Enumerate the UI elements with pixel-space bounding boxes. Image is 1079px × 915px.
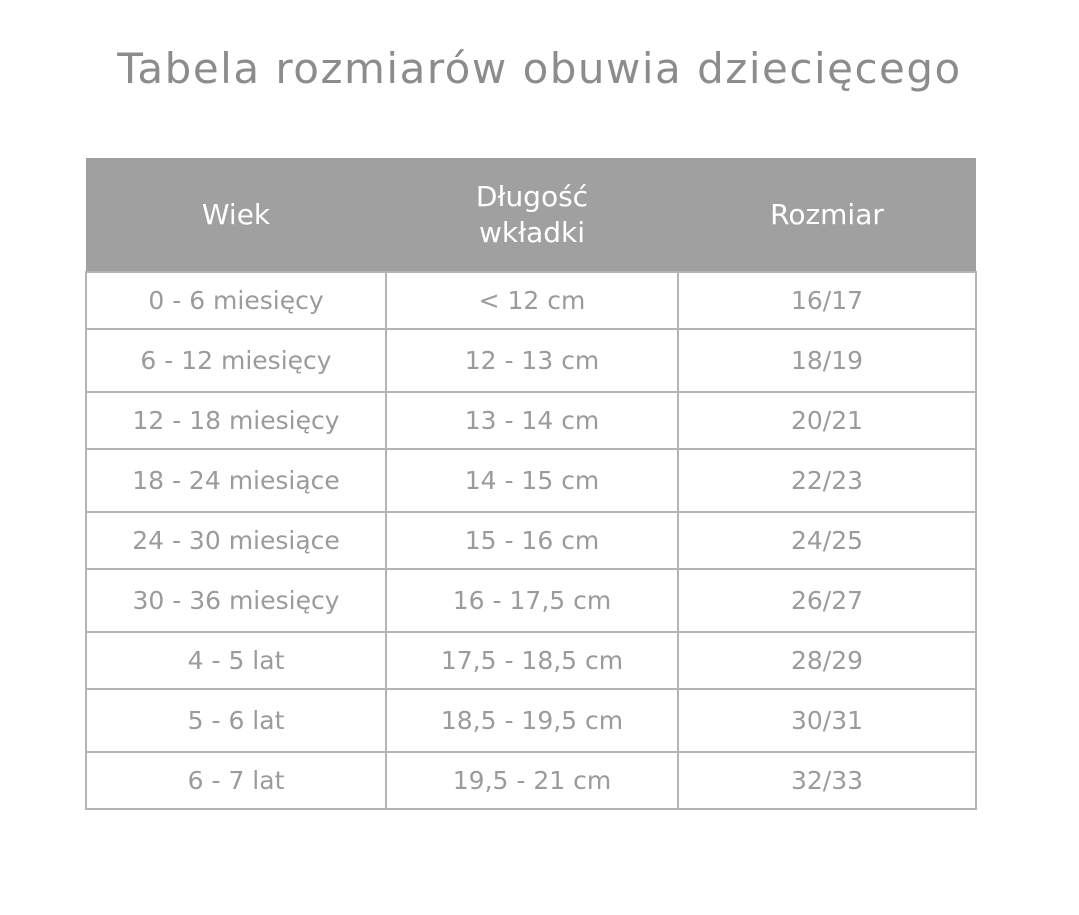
table-header xyxy=(86,158,976,272)
cell-age: 12 - 18 miesięcy xyxy=(86,392,386,449)
cell-age: 4 - 5 lat xyxy=(86,632,386,689)
cell-age: 24 - 30 miesiące xyxy=(86,512,386,569)
cell-length: 18,5 - 19,5 cm xyxy=(386,689,678,752)
cell-size: 18/19 xyxy=(678,329,976,392)
cell-size: 28/29 xyxy=(678,632,976,689)
cell-length: 13 - 14 cm xyxy=(386,392,678,449)
table-header-row xyxy=(86,158,976,272)
column-header-insole-length-line2: wkładki xyxy=(479,215,585,249)
cell-size: 24/25 xyxy=(678,512,976,569)
column-header-size: Rozmiar xyxy=(678,158,976,272)
cell-length: 19,5 - 21 cm xyxy=(386,752,678,809)
cell-age: 0 - 6 miesięcy xyxy=(86,272,386,329)
cell-size: 30/31 xyxy=(678,689,976,752)
cell-age: 6 - 12 miesięcy xyxy=(86,329,386,392)
cell-size: 26/27 xyxy=(678,569,976,632)
cell-length: < 12 cm xyxy=(386,272,678,329)
cell-length: 16 - 17,5 cm xyxy=(386,569,678,632)
page-title: Tabela rozmiarów obuwia dziecięcego xyxy=(117,44,962,93)
table-row xyxy=(86,329,976,392)
table-row xyxy=(86,752,976,809)
cell-length: 12 - 13 cm xyxy=(386,329,678,392)
cell-length: 15 - 16 cm xyxy=(386,512,678,569)
cell-size: 20/21 xyxy=(678,392,976,449)
cell-length: 17,5 - 18,5 cm xyxy=(386,632,678,689)
table-row xyxy=(86,689,976,752)
table-row xyxy=(86,272,976,329)
table-row xyxy=(86,632,976,689)
column-header-insole-length xyxy=(386,158,678,272)
cell-size: 22/23 xyxy=(678,449,976,512)
cell-age: 18 - 24 miesiące xyxy=(86,449,386,512)
cell-size: 16/17 xyxy=(678,272,976,329)
table-row xyxy=(86,449,976,512)
table-body xyxy=(86,272,976,809)
cell-length: 14 - 15 cm xyxy=(386,449,678,512)
table-row xyxy=(86,512,976,569)
size-table-container xyxy=(85,158,975,810)
table-row xyxy=(86,392,976,449)
cell-age: 6 - 7 lat xyxy=(86,752,386,809)
cell-age: 5 - 6 lat xyxy=(86,689,386,752)
column-header-age: Wiek xyxy=(86,158,386,272)
column-header-insole-length-line1: Długość xyxy=(475,179,589,213)
table-row xyxy=(86,569,976,632)
cell-size: 32/33 xyxy=(678,752,976,809)
cell-age: 30 - 36 miesięcy xyxy=(86,569,386,632)
size-table xyxy=(85,158,977,810)
